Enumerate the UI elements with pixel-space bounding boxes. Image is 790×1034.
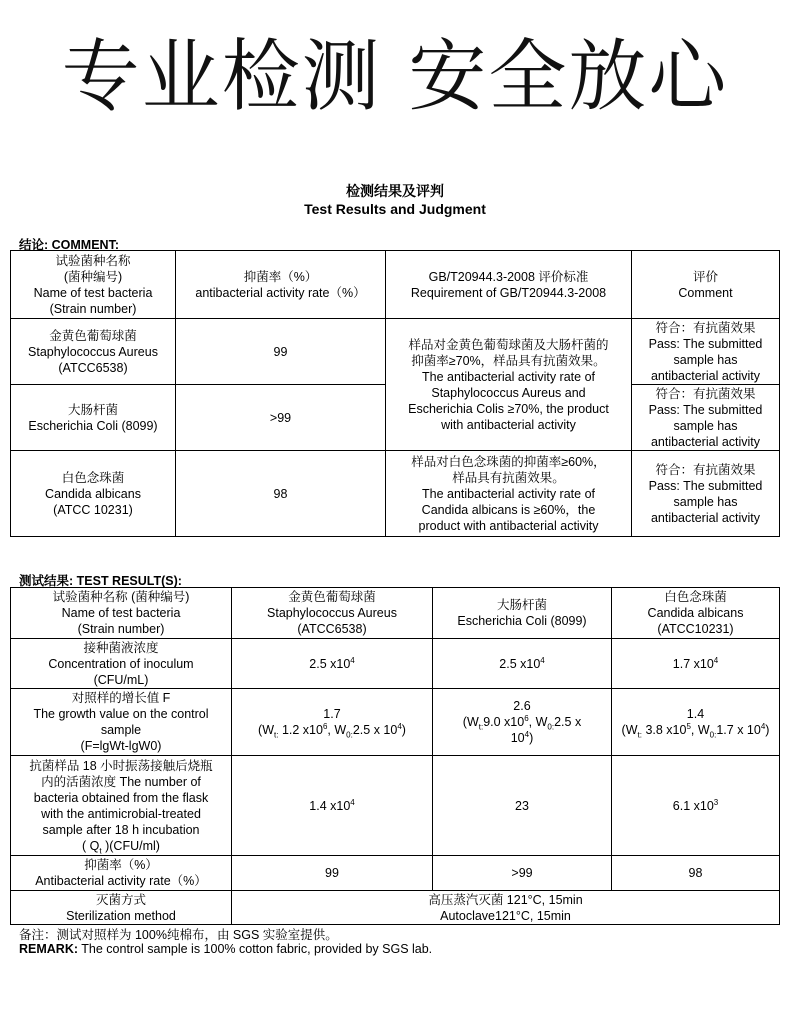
sterilization-value: 高压蒸汽灭菌 121°C, 15min Autoclave121°C, 15min bbox=[232, 891, 780, 925]
result-table-header bbox=[11, 588, 780, 639]
row-label: 抑菌率（%） Antibacterial activity rate（%） bbox=[11, 856, 232, 891]
value-cell: 2.5 $x10^4$ bbox=[232, 639, 433, 689]
table-row bbox=[11, 451, 780, 537]
rate-value: >99 bbox=[176, 385, 386, 451]
page-title-cn: 检测结果及评判 bbox=[346, 183, 444, 199]
comment-table-header bbox=[11, 251, 780, 319]
row-label: 接种菌液浓度 Concentration of inoculum (CFU/mL) bbox=[11, 639, 232, 689]
result-table bbox=[10, 587, 780, 925]
bacteria-name: 大肠杆菌 Escherichia Coli (8099) bbox=[11, 385, 176, 451]
rate-value: 98 bbox=[176, 451, 386, 537]
comment-text: 符合：有抗菌效果 Pass: The submitted sample has antibacterial activity bbox=[632, 451, 780, 537]
value-cell: 6.1 $x10^3$ bbox=[612, 756, 780, 856]
value-cell: 23 bbox=[433, 756, 612, 856]
row-label: 抗菌样品 18 小时振荡接触后烧瓶 内的活菌浓度 The number of bacteria obtained from the flask with the antimicrobial-treated sample after 18 h incubation ( $Q_t$ )(CFU/ml) bbox=[11, 756, 232, 856]
row-label: 对照样的增长值 F The growth value on the control sample (F=lgWt-lgW0) bbox=[11, 689, 232, 756]
table-row-sterilization bbox=[11, 891, 780, 925]
header-requirement: GB/T20944.3-2008 评价标准 Requirement of GB/T20944.3-2008 bbox=[386, 251, 632, 319]
comment-label: 结论: COMMENT: bbox=[19, 238, 119, 252]
value-cell: 98 bbox=[612, 856, 780, 891]
bacteria-name: 白色念珠菌 Candida albicans (ATCC 10231) bbox=[11, 451, 176, 537]
value-cell: 99 bbox=[232, 856, 433, 891]
value-cell: 1.7 ($W_{t:}$ 1.2 $x10^6$, $W_{0:}2.5$ x $10^4$) bbox=[232, 689, 433, 756]
comment-table bbox=[10, 250, 780, 537]
header-bacteria: 试验菌种名称 (菌种编号) Name of test bacteria (Strain number) bbox=[11, 588, 232, 639]
requirement-text: 样品对白色念珠菌的抑菌率≥60%， 样品具有抗菌效果。 The antibacterial activity rate of Candida albicans is ≥60%，the product with antibacterial activity bbox=[386, 451, 632, 537]
table-row-growth bbox=[11, 689, 780, 756]
value-cell: 2.5 $x10^4$ bbox=[433, 639, 612, 689]
remark-cn: 备注：测试对照样为 100%纯棉布，由 SGS 实验室提供。 bbox=[19, 928, 338, 942]
bacteria-name: 金黄色葡萄球菌 Staphylococcus Aureus (ATCC6538) bbox=[11, 319, 176, 385]
page-title-en: Test Results and Judgment bbox=[304, 201, 486, 217]
header-rate: 抑菌率（%） antibacterial activity rate（%） bbox=[176, 251, 386, 319]
banner-slogan: 专业检测 安全放心 bbox=[61, 32, 729, 122]
result-label: 测试结果: TEST RESULT(S): bbox=[19, 574, 182, 588]
header-comment: 评价 Comment bbox=[632, 251, 780, 319]
value-cell: 2.6 ($W_{t:}9.0$ $x10^6$, $W_{0:}2.5$ x $10^4$) bbox=[433, 689, 612, 756]
header-candida: 白色念珠菌 Candida albicans (ATCC10231) bbox=[612, 588, 780, 639]
table-row-bacteria bbox=[11, 756, 780, 856]
value-cell: >99 bbox=[433, 856, 612, 891]
value-cell: 1.7 $x10^4$ bbox=[612, 639, 780, 689]
table-row bbox=[11, 319, 780, 385]
header-escherichia: 大肠杆菌 Escherichia Coli (8099) bbox=[433, 588, 612, 639]
row-label: 灭菌方式 Sterilization method bbox=[11, 891, 232, 925]
requirement-text: 样品对金黄色葡萄球菌及大肠杆菌的 抑菌率≥70%，样品具有抗菌效果。 The antibacterial activity rate of Staphylococcus Aureus and Escherichia Colis ≥70%, the product with antibacterial activity bbox=[386, 319, 632, 451]
remark-label: REMARK: bbox=[19, 942, 79, 956]
value-cell: 1.4 ($W_{t:}$ 3.8 $x10^5$, $W_{0:}1.7$ x $10^4$) bbox=[612, 689, 780, 756]
header-bacteria: 试验菌种名称 (菌种编号) Name of test bacteria (Strain number) bbox=[11, 251, 176, 319]
value-cell: 1.4 $x10^4$ bbox=[232, 756, 433, 856]
comment-text: 符合：有抗菌效果 Pass: The submitted sample has antibacterial activity bbox=[632, 385, 780, 451]
table-row-inoculum bbox=[11, 639, 780, 689]
remark-en bbox=[19, 942, 432, 956]
table-row-rate bbox=[11, 856, 780, 891]
header-staphylococcus: 金黄色葡萄球菌 Staphylococcus Aureus (ATCC6538) bbox=[232, 588, 433, 639]
remark-text: The control sample is 100% cotton fabric, provided by SGS lab. bbox=[81, 942, 433, 956]
rate-value: 99 bbox=[176, 319, 386, 385]
comment-text: 符合：有抗菌效果 Pass: The submitted sample has antibacterial activity bbox=[632, 319, 780, 385]
